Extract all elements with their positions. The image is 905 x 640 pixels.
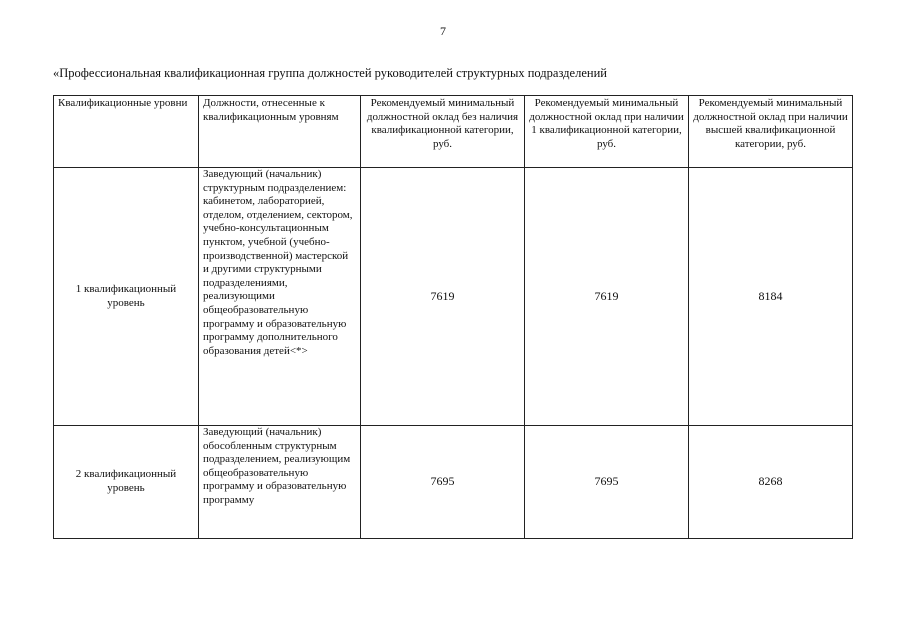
header-salary-highest-category: Рекомендуемый минимальный должностной оклад при наличии высшей квалификационной категории, руб.: [689, 96, 853, 168]
qualification-table: [53, 95, 853, 539]
qualification-level-cell: 2 квалификационный уровень: [54, 426, 199, 539]
header-levels: Квалификационные уровни: [54, 96, 199, 168]
table-header-row: [54, 96, 853, 168]
positions-cell: Заведующий (начальник) обособленным структурным подразделением, реализующим общеобразовательную программу и образовательную программу: [199, 426, 361, 539]
header-positions: Должности, отнесенные к квалификационным уровням: [199, 96, 361, 168]
salary-first-category-cell: 7695: [525, 426, 689, 539]
salary-first-category-cell: 7619: [525, 168, 689, 426]
header-salary-no-category: Рекомендуемый минимальный должностной оклад без наличия квалификационной категории, руб.: [361, 96, 525, 168]
salary-highest-category-cell: 8184: [689, 168, 853, 426]
section-title: «Профессиональная квалификационная группа должностей руководителей структурных подразделений: [53, 66, 607, 80]
positions-cell: Заведующий (начальник) структурным подразделением: кабинетом, лабораторией, отделом, отделением, сектором, учебно-консультационным пунктом, учебной (учебно-производственной) мастерской и другими структурными подразделениями, реализующими общеобразовательную программу и образовательную программу дополнительного образования детей<*>: [199, 168, 361, 426]
header-salary-first-category: Рекомендуемый минимальный должностной оклад при наличии 1 квалификационной категории, руб.: [525, 96, 689, 168]
qualification-level-cell: 1 квалификационный уровень: [54, 168, 199, 426]
page-number: 7: [440, 24, 446, 38]
salary-highest-category-cell: 8268: [689, 426, 853, 539]
table-row: [54, 168, 853, 426]
salary-no-category-cell: 7619: [361, 168, 525, 426]
salary-no-category-cell: 7695: [361, 426, 525, 539]
table-row: [54, 426, 853, 539]
